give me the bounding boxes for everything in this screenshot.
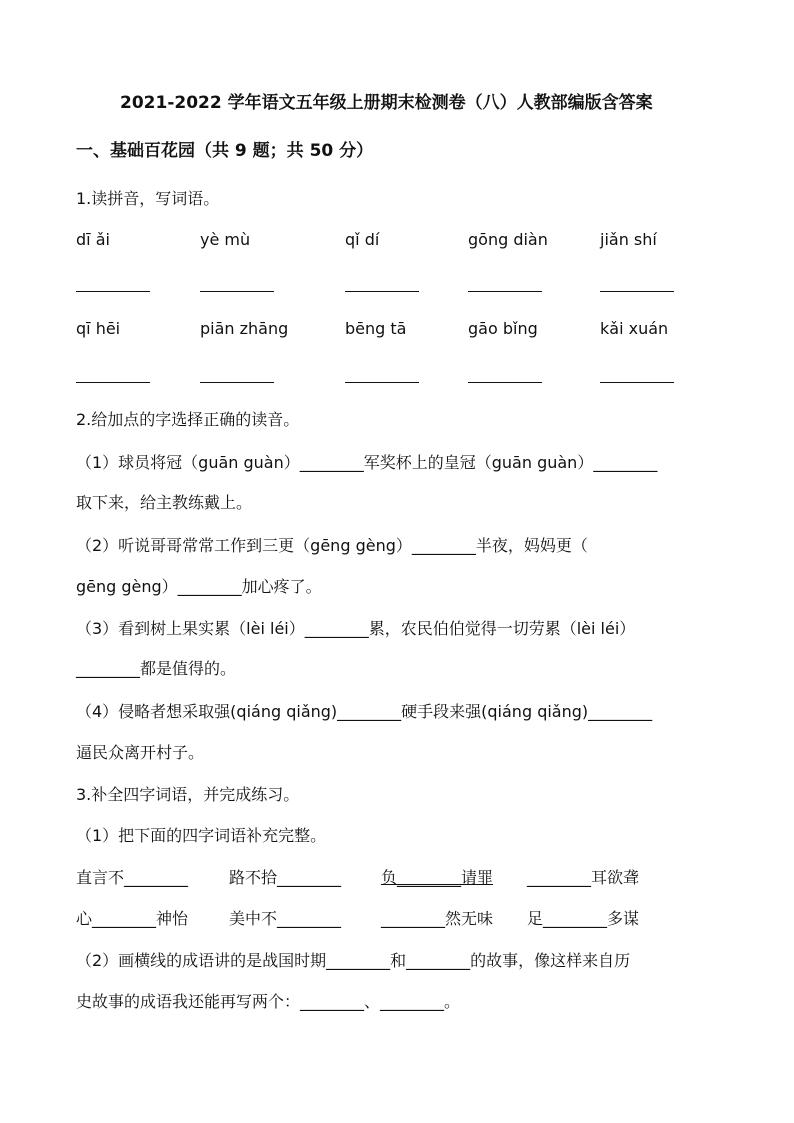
q2-line: （2）听说哥哥常常工作到三更（gēng gèng）________半夜，妈妈更（ [76, 536, 588, 555]
q2-line: gēng gèng）________加心疼了。 [76, 577, 322, 596]
idiom-item: 路不拾________ [229, 868, 342, 887]
answer-blank[interactable] [345, 382, 419, 383]
pinyin-item: jiǎn shí [600, 230, 657, 249]
idiom-item: 直言不________ [76, 868, 189, 887]
q2-line: ________都是值得的。 [76, 659, 237, 678]
idiom-item-underlined: 负________请罪 [381, 868, 494, 887]
q3-sub1: （1）把下面的四字词语补充完整。 [76, 826, 327, 845]
q2-line: 逼民众离开村子。 [76, 743, 205, 762]
answer-blank[interactable] [600, 382, 674, 383]
pinyin-item: kǎi xuán [600, 319, 669, 338]
idiom-item: ________耳欲聋 [527, 868, 640, 887]
answer-blank[interactable] [76, 382, 150, 383]
q2-line: 取下来，给主教练戴上。 [76, 493, 253, 512]
page-title: 2021-2022 学年语文五年级上册期末检测卷（八）人教部编版含答案 [120, 93, 653, 113]
idiom-item: 美中不________ [229, 909, 342, 928]
q2-line: （3）看到树上果实累（lèi léi）________累，农民伯伯觉得一切劳累（lèi léi） [76, 619, 636, 638]
answer-blank[interactable] [200, 382, 274, 383]
pinyin-item: qǐ dí [345, 230, 380, 249]
pinyin-item: gōng diàn [468, 230, 548, 249]
answer-blank[interactable] [600, 291, 674, 292]
idiom-item: 足________多谋 [527, 909, 640, 928]
idiom-item: 心________神怡 [76, 909, 189, 928]
q1-prompt: 1.读拼音，写词语。 [76, 189, 220, 208]
q2-line: （1）球员将冠（guān guàn）________军奖杯上的皇冠（guān guàn）________ [76, 453, 658, 472]
q3-prompt: 3.补全四字词语，并完成练习。 [76, 785, 300, 804]
pinyin-item: gāo bǐng [468, 319, 538, 338]
idiom-item: ________然无味 [381, 909, 494, 928]
q2-line: （4）侵略者想采取强(qiáng qiǎng)________硬手段来强(qiáng qiǎng)________ [76, 702, 653, 721]
answer-blank[interactable] [468, 291, 542, 292]
pinyin-item: qī hēi [76, 319, 121, 338]
pinyin-item: piān zhāng [200, 319, 289, 338]
answer-blank[interactable] [345, 291, 419, 292]
pinyin-item: yè mù [200, 230, 251, 249]
answer-blank[interactable] [468, 382, 542, 383]
answer-blank[interactable] [76, 291, 150, 292]
pinyin-item: dī ǎi [76, 230, 110, 249]
pinyin-item: bēng tā [345, 319, 407, 338]
q3-sub2-line: （2）画横线的成语讲的是战国时期________和________的故事，像这样来自历 [76, 951, 631, 970]
q2-prompt: 2.给加点的字选择正确的读音。 [76, 410, 300, 429]
answer-blank[interactable] [200, 291, 274, 292]
q3-sub2-line: 史故事的成语我还能再写两个：________、________。 [76, 992, 461, 1011]
section-heading: 一、基础百花园（共 9 题；共 50 分） [76, 141, 374, 161]
